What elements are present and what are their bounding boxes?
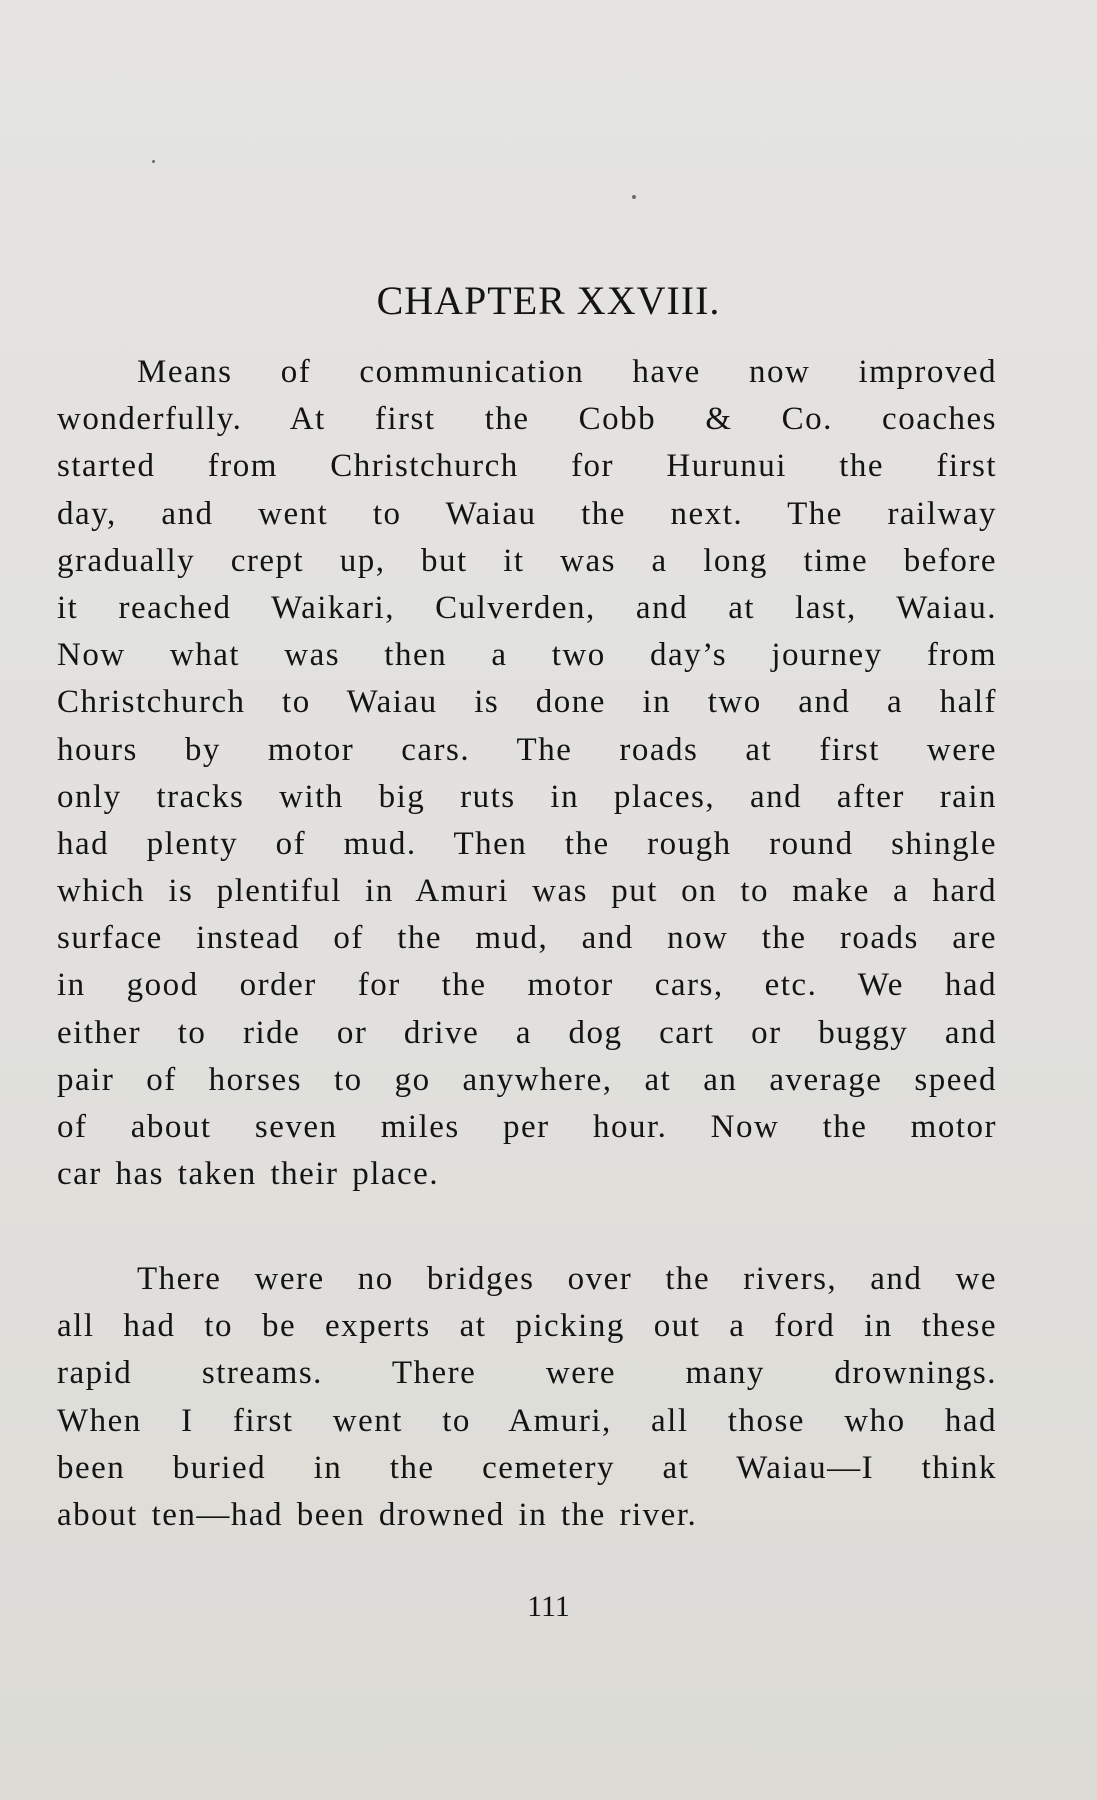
paper-speck <box>152 160 155 163</box>
text-line: only tracks with big ruts in places, and after rain <box>57 778 997 815</box>
text-line: pair of horses to go anywhere, at an average speed <box>57 1061 997 1098</box>
text-line: Christchurch to Waiau is done in two and a half <box>57 684 997 721</box>
text-line: which is plentiful in Amuri was put on to make a hard <box>57 873 997 910</box>
text-line: Means of communication have now improved <box>137 354 997 390</box>
text-line: Now what was then a two day’s journey from <box>57 637 997 674</box>
text-line: it reached Waikari, Culverden, and at last, Waiau. <box>57 589 997 626</box>
text-line: wonderfully. At first the Cobb & Co. coaches <box>57 401 997 438</box>
text-line: rapid streams. There were many drownings. <box>57 1355 997 1392</box>
text-line: in good order for the motor cars, etc. We had <box>57 967 997 1004</box>
text-line: When I first went to Amuri, all those who had <box>57 1402 997 1439</box>
text-line: been buried in the cemetery at Waiau—I think <box>57 1449 997 1486</box>
text-line: either to ride or drive a dog cart or buggy and <box>57 1014 997 1051</box>
text-line: of about seven miles per hour. Now the motor <box>57 1109 997 1145</box>
text-line: had plenty of mud. Then the rough round shingle <box>57 825 997 862</box>
text-line: day, and went to Waiau the next. The railway <box>57 495 997 532</box>
text-line: started from Christchurch for Hurunui the first <box>57 448 997 485</box>
paragraph-1 <box>57 349 997 1198</box>
text-line: hours by motor cars. The roads at first were <box>57 731 997 768</box>
paper-speck <box>632 195 636 199</box>
paragraph-2 <box>57 1256 997 1539</box>
text-line: about ten—had been drowned in the river. <box>57 1496 698 1533</box>
chapter-heading: CHAPTER XXVIII. <box>376 278 721 323</box>
text-line: gradually crept up, but it was a long time before <box>57 542 997 579</box>
text-line: surface instead of the mud, and now the roads are <box>57 920 997 957</box>
text-line: car has taken their place. <box>57 1156 440 1193</box>
page-number: 111 <box>527 1590 570 1623</box>
text-line: There were no bridges over the rivers, and we <box>137 1261 997 1297</box>
text-line: all had to be experts at picking out a ford in these <box>57 1308 997 1345</box>
